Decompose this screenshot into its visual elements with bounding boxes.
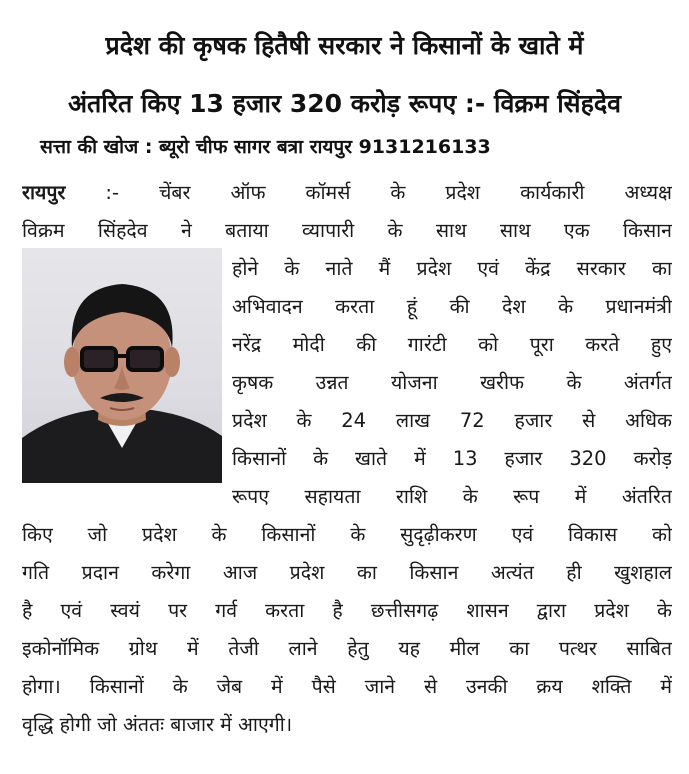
body-line-1 [22, 174, 672, 212]
body-line-8: किसानों के खाते में 13 हजार 320 करोड़ [232, 447, 672, 470]
body-line-7: प्रदेश के 24 लाख 72 हजार से अधिक [232, 409, 672, 432]
body-line-12: है एवं स्वयं पर गर्व करता है छत्तीसगढ़ शासन द्वारा प्रदेश के [22, 599, 672, 622]
body-line-5: नरेंद्र मोदी की गारंटी को पूरा करते हुए [232, 333, 672, 356]
headline-line-2: अंतरित किए 13 हजार 320 करोड़ रूपए :- विक्रम सिंहदेव [67, 89, 622, 118]
body-line-6: कृषक उन्नत योजना खरीफ के अंतर्गत [232, 371, 672, 394]
body-line-13: इकोनॉमिक ग्रोथ में तेजी लाने हेतु यह मील का पत्थर साबित [22, 637, 672, 660]
body-line-15: वृद्धि होगी जो अंततः बाजार में आएगी। [22, 713, 293, 736]
body-line-1-text: :- चेंबर ऑफ कॉमर्स के प्रदेश कार्यकारी अध्यक्ष [65, 181, 672, 204]
body-line-9: रूपए सहायता राशि के रूप में अंतरित [232, 485, 672, 508]
body-line-11: गति प्रदान करेगा आज प्रदेश का किसान अत्यंत ही खुशहाल [22, 561, 672, 584]
byline: सत्ता की खोज : ब्यूरो चीफ सागर बत्रा रायपुर 9131216133 [40, 136, 491, 158]
body-line-4: अभिवादन करता हूं की देश के प्रधानमंत्री [232, 295, 672, 318]
body-line-3: होने के नाते मैं प्रदेश एवं केंद्र सरकार का [232, 257, 672, 280]
body-line-10: किए जो प्रदेश के किसानों के सुदृढ़ीकरण एवं विकास को [22, 523, 672, 546]
headline-line-1: प्रदेश की कृषक हितैषी सरकार ने किसानों के खाते में [105, 31, 584, 60]
dateline: रायपुर [22, 181, 66, 204]
body-line-14: होगा। किसानों के जेब में पैसे जाने से उनकी क्रय शक्ति में [22, 675, 672, 698]
portrait-illustration [22, 248, 222, 483]
portrait-photo [22, 248, 222, 483]
body-line-2: विक्रम सिंहदेव ने बताया व्यापारी के साथ साथ एक किसान [22, 219, 672, 242]
